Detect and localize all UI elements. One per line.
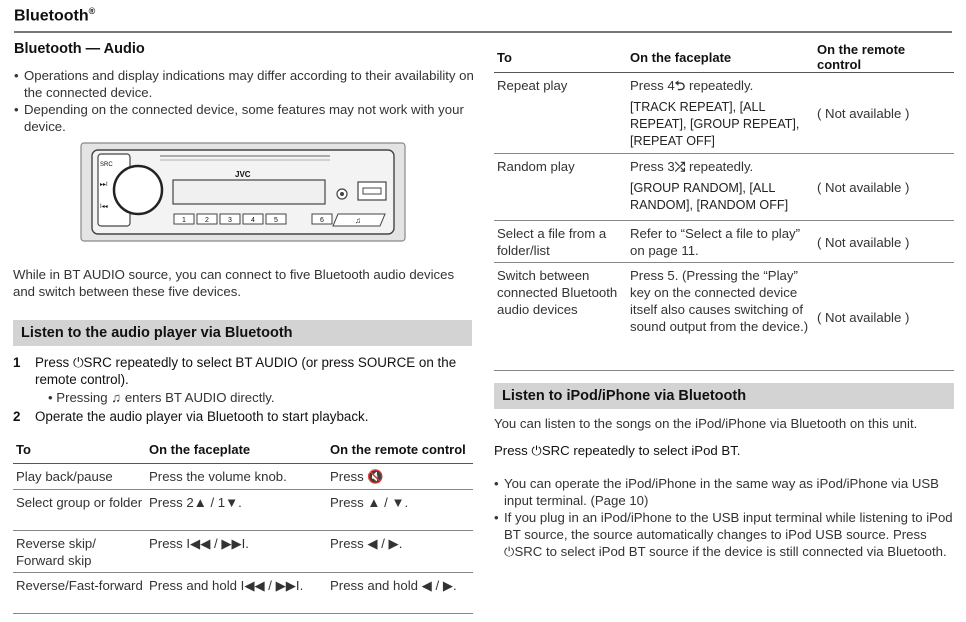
power-icon: ⏻ [504, 544, 515, 559]
display-panel [173, 180, 325, 204]
note-item: • Operations and display indications may differ according to their availability on the connected device. [14, 67, 486, 101]
up-arrow-icon: ▲ [193, 494, 207, 510]
power-icon: ⏻ [531, 443, 542, 458]
up-arrow-icon: ▲ [367, 494, 381, 510]
mute-icon: 🔇 [367, 468, 384, 484]
shuffle-icon: ⤮ [674, 159, 686, 174]
page-title: Bluetooth® [14, 6, 96, 25]
down-arrow-icon: ▼ [225, 494, 239, 510]
skip-button: ▸▸I [100, 182, 108, 188]
down-arrow-icon: ▼ [391, 494, 405, 510]
volume-knob [114, 166, 162, 214]
right-arrow-icon: ▶ [442, 577, 453, 593]
src-button: SRC [100, 162, 113, 168]
col-header-to: To [16, 442, 31, 458]
svg-text:3: 3 [228, 217, 232, 224]
step-2: 2 Operate the audio player via Bluetooth to start playback. [13, 409, 369, 424]
brand-logo: JVC [235, 170, 251, 179]
col-header-faceplate: On the faceplate [630, 49, 732, 65]
table-row: Repeat play Press 4⮌ repeatedly. [TRACK REPEAT], [ALL REPEAT], [GROUP REPEAT], [REPEAT OFF] ( Not available ) [494, 73, 954, 154]
note-item: • Depending on the connected device, some features may not work with your device. [14, 101, 486, 135]
car-stereo-illustration [80, 142, 406, 242]
skip-forward-icon: ▶▶I [221, 535, 246, 551]
back-button: I◂◂ [100, 204, 108, 210]
svg-text:5: 5 [274, 217, 278, 224]
repeat-random-table [494, 42, 954, 371]
section-title: Bluetooth — Audio [14, 41, 145, 57]
table-row: Random play Press 3⤮ repeatedly. [GROUP RANDOM], [ALL RANDOM], [RANDOM OFF] ( Not available ) [494, 154, 954, 221]
svg-text:1: 1 [182, 217, 186, 224]
table-row: Reverse/Fast-forward Press and hold I◀◀ / ▶▶I. Press and hold ◀ / ▶. [13, 572, 473, 613]
svg-text:2: 2 [205, 217, 209, 224]
power-icon: ⏻ [72, 355, 84, 370]
listen-bt-heading: Listen to the audio player via Bluetooth [13, 320, 472, 346]
step-1-note: • Pressing ♫ enters BT AUDIO directly. [48, 390, 275, 405]
left-arrow-icon: ◀ [421, 577, 432, 593]
table-row: Reverse skip/ Forward skip Press I◀◀ / ▶▶I. Press ◀ / ▶. [13, 530, 473, 572]
table-row: Play back/pause Press the volume knob. Press 🔇 [13, 463, 473, 489]
ipod-note: • You can operate the iPod/iPhone in the same way as iPod/iPhone via USB input terminal. (Page 10) [494, 475, 956, 509]
title-divider [14, 31, 952, 33]
table-row: Select group or folder Press 2▲ / 1▼. Press ▲ / ▼. [13, 489, 473, 530]
col-header-remote: On the remote control [330, 442, 466, 458]
ipod-intro: You can listen to the songs on the iPod/iPhone via Bluetooth on this unit. [494, 416, 918, 431]
right-arrow-icon: ▶ [388, 535, 399, 551]
ipod-note: • If you plug in an iPod/iPhone to the USB input terminal while listening to iPod BT source, the source automatically changes to iPod USB source. Press ⏻SRC to select iPod BT source if the device is still connected via Bluetooth. [494, 509, 956, 560]
skip-back-icon: I◀◀ [186, 535, 211, 551]
col-header-remote: On the remote control [817, 42, 906, 72]
left-arrow-icon: ◀ [367, 535, 378, 551]
ipod-bt-heading: Listen to iPod/iPhone via Bluetooth [494, 383, 954, 409]
table-row: Select a file from a folder/list Refer to “Select a file to play” on page 11. ( Not available ) [494, 221, 954, 263]
music-note-icon: ♫ [111, 390, 122, 405]
music-note-icon: ♫ [355, 216, 361, 225]
svg-text:6: 6 [320, 217, 324, 224]
ipod-instruction: Press ⏻SRC repeatedly to select iPod BT. [494, 443, 741, 458]
step-1: 1 Press ⏻SRC repeatedly to select BT AUDIO (or press SOURCE on the remote control). [13, 355, 457, 387]
skip-forward-icon: ▶▶I [275, 577, 300, 593]
repeat-icon: ⮌ [674, 78, 686, 93]
playback-controls-table [13, 437, 473, 614]
table-row: Switch between connected Bluetooth audio devices Press 5. (Pressing the “Play” key on the connected device itself also causes switching of sound output from the device.) ( Not available ) [494, 263, 954, 371]
col-header-faceplate: On the faceplate [149, 442, 251, 458]
intro-paragraph: While in BT AUDIO source, you can connect to five Bluetooth audio devices and switch between these five devices. [13, 267, 455, 299]
svg-text:4: 4 [251, 217, 255, 224]
col-header-to: To [497, 49, 512, 65]
skip-back-icon: I◀◀ [240, 577, 265, 593]
